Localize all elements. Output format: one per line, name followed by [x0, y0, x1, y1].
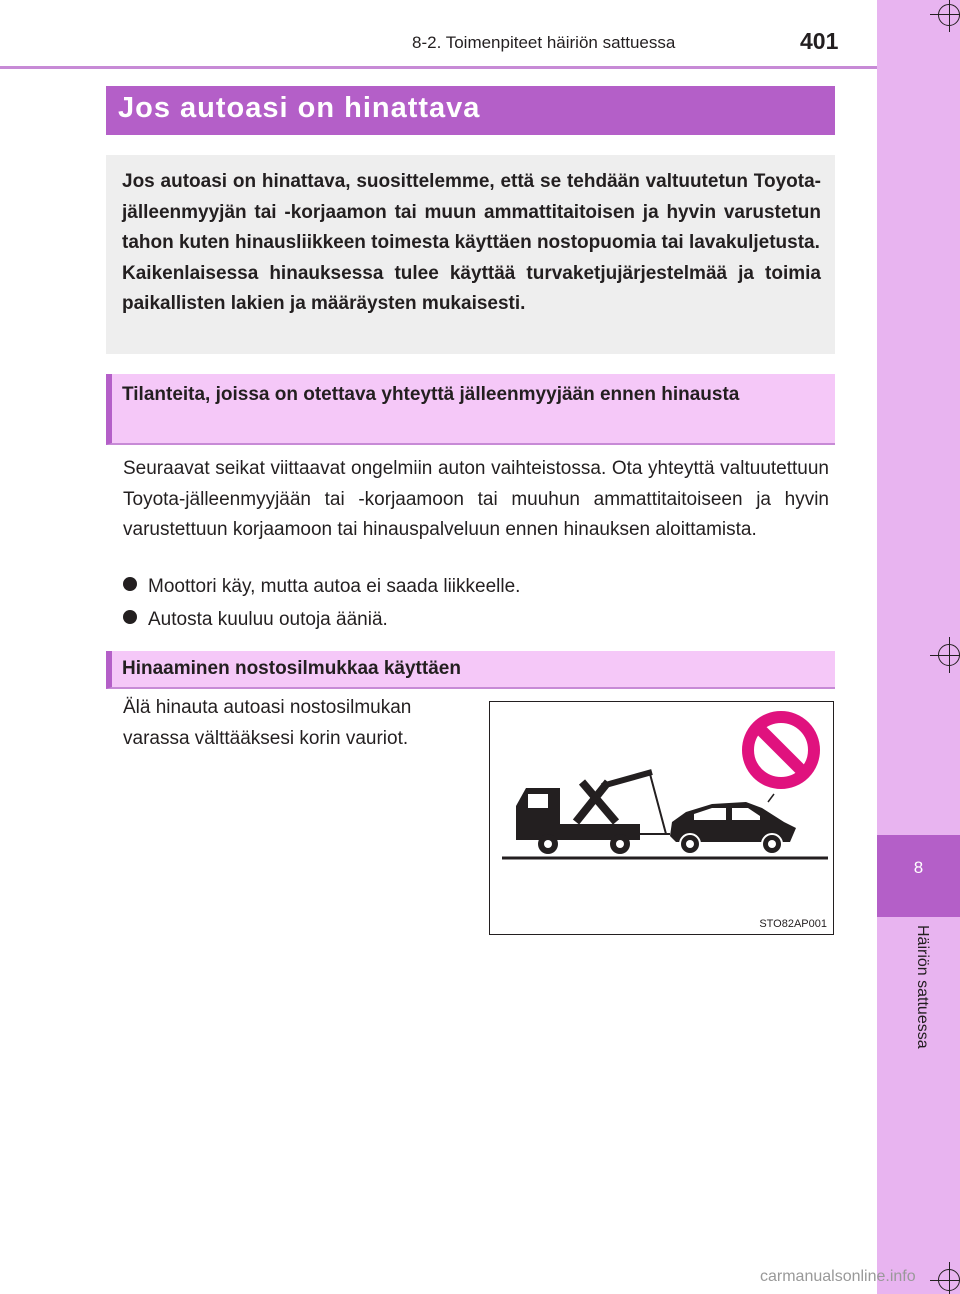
page-number: 401	[800, 28, 839, 54]
running-head: 8-2. Toimenpiteet häiriön sattuessa	[412, 33, 676, 52]
section-body: Älä hinauta autoasi nostosilmukan varassa välttääksesi korin vauriot.	[123, 697, 412, 749]
bullet-icon	[123, 610, 137, 624]
car-icon	[670, 794, 796, 854]
watermark: carmanualsonline.info	[760, 1268, 916, 1285]
section-heading: Hinaaminen nostosilmukkaa käyttäen	[106, 651, 835, 689]
chapter-title: Häiriön sattuessa	[914, 925, 931, 1049]
intro-paragraph: Jos autoasi on hinattava, suosittelemme, että se tehdään valtuutetun Toyota-jälleenmyyjän tai -korjaamon tai muun ammattitaitoisen ja hyvin varustetun tahon kuten hinausliikkeen toimesta käyttäen nostopuomia tai lavakuljetusta.	[122, 171, 821, 253]
intro-paragraph: Kaikenlaisessa hinauksessa tulee käyttää turvaketjujärjestelmää ja toimia paikallisten lakien ja määräysten mukaisesti.	[122, 262, 821, 314]
list-item	[123, 572, 520, 602]
list-item-text: Autosta kuuluu outoja ääniä.	[148, 609, 388, 630]
bullet-icon	[123, 577, 137, 591]
crop-mark-circle	[938, 644, 960, 666]
title-banner	[106, 86, 835, 135]
chapter-number: 8	[913, 858, 924, 877]
prohibition-icon	[748, 717, 814, 783]
section-heading: Tilanteita, joissa on otettava yhteyttä jälleenmyyjään ennen hinausta	[106, 374, 835, 445]
figure-code: STO82AP001	[759, 918, 827, 930]
crop-mark-circle	[938, 1269, 960, 1291]
intro-box	[106, 155, 835, 354]
tow-truck-icon	[516, 772, 670, 854]
header-rule	[0, 66, 877, 69]
towing-illustration	[489, 701, 834, 935]
list-item-text: Moottori käy, mutta autoa ei saada liikkeelle.	[148, 576, 521, 597]
section-body: Seuraavat seikat viittaavat ongelmiin auton vaihteistossa. Ota yhteyttä valtuutettuun Toyota-jälleenmyyjään tai -korjaamoon tai muuhun ammattitaitoiseen ja hyvin varustettuun korjaamoon tai hinauspalveluun ennen hinauksen aloittamista.	[123, 458, 829, 540]
crop-mark-circle	[938, 4, 960, 26]
list-item	[123, 605, 388, 635]
page-title: Jos autoasi on hinattava	[118, 92, 481, 124]
